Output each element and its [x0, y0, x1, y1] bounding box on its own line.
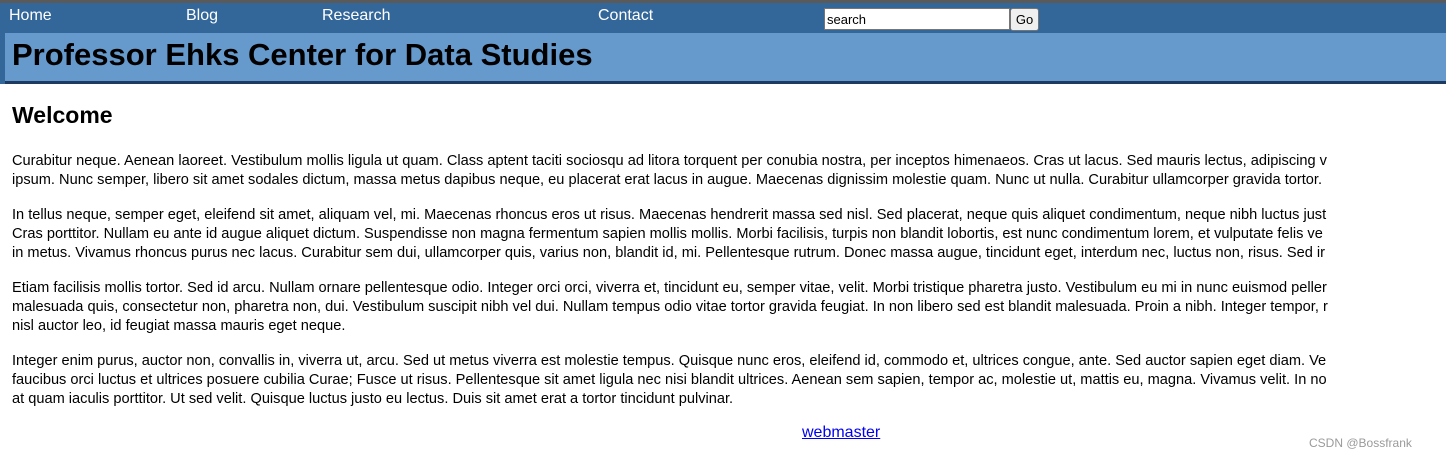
nav-link-blog[interactable]: Blog [186, 7, 219, 24]
paragraph-line: Etiam facilisis mollis tortor. Sed id arcu. Nullam ornare pellentesque odio. Integer orci orci, viverra et, tincidunt eu, semper vitae, velit. Morbi tristique pharetra justo. Vestibulum eu mi in nunc euismod peller [12, 280, 1327, 296]
paragraph-line: nisl auctor leo, id feugiat massa mauris eget neque. [12, 318, 346, 334]
paragraph-2 [12, 206, 1446, 263]
paragraph-line: faucibus orci luctus et ultrices posuere cubilia Curae; Fusce ut risus. Pellentesque sit amet ligula nec nisi blandit ultrices. Aenean sem sapien, tempor ac, molestie ut, mattis eu, magna. Vivamus velit. In no [12, 372, 1327, 388]
nav-link-contact[interactable]: Contact [598, 7, 654, 24]
paragraph-4 [12, 352, 1446, 409]
paragraph-line: ipsum. Nunc semper, libero sit amet sodales dictum, massa metus dapibus neque, eu placerat erat lacus in augue. Maecenas dignissim molestie quam. Nunc ut nulla. Curabitur ullamcorper gravida tortor. [12, 172, 1323, 188]
paragraph-line: Cras porttitor. Nullam eu ante id augue aliquet dictum. Suspendisse non magna fermentum sapien mollis mollis. Morbi facilisis, turpis non blandit lobortis, est nunc condimentum lorem, et vulputate felis ve [12, 226, 1323, 242]
nav-link-research[interactable]: Research [322, 7, 391, 24]
go-button[interactable]: Go [1010, 8, 1039, 31]
watermark: CSDN @Bossfrank [1309, 436, 1412, 450]
main-content [12, 100, 1446, 409]
paragraph-3 [12, 279, 1446, 336]
paragraph-line: Integer enim purus, auctor non, convallis in, viverra ut, arcu. Sed ut metus viverra est molestie tempus. Quisque nunc eros, eleifend id, commodo et, ultrices congue, ante. Sed auctor sapien eget diam. Ve [12, 353, 1327, 369]
paragraph-line: malesuada quis, consectetur non, pharetra non, dui. Vestibulum suscipit nibh vel dui. Nullam tempus odio vitae tortor gravida feugiat. In non libero sed est blandit malesuada. Proin a nibh. Integer tempor, r [12, 299, 1328, 315]
paragraph-line: Curabitur neque. Aenean laoreet. Vestibulum mollis ligula ut quam. Class aptent taciti sociosqu ad litora torquent per conubia nostra, per inceptos himenaeos. Cras ut lacus. Sed mauris lectus, adipiscing v [12, 153, 1327, 169]
webmaster-link[interactable]: webmaster [802, 424, 881, 441]
nav-link-home[interactable]: Home [9, 7, 52, 24]
welcome-heading: Welcome [12, 102, 113, 128]
paragraph-line: at quam iaculis porttitor. Ut sed velit. Quisque luctus justo eu lectus. Duis sit amet erat a tortor tincidunt pulvinar. [12, 391, 734, 407]
search-input[interactable] [824, 8, 1010, 30]
site-header [5, 33, 1446, 84]
paragraph-line: in metus. Vivamus rhoncus purus nec lacus. Curabitur sem dui, ullamcorper quis, varius non, blandit id, mi. Pellentesque rutrum. Donec massa augue, tincidunt eget, interdum nec, luctus non, risus. Sed ir [12, 245, 1326, 261]
site-title: Professor Ehks Center for Data Studies [12, 37, 593, 72]
paragraph-line: In tellus neque, semper eget, eleifend sit amet, aliquam vel, mi. Maecenas rhoncus eros ut risus. Maecenas hendrerit massa sed nisl. Sed placerat, neque quis aliquet condimentum, neque nibh luctus just [12, 207, 1327, 223]
top-nav-bar [0, 3, 1446, 33]
paragraph-1 [12, 152, 1446, 190]
